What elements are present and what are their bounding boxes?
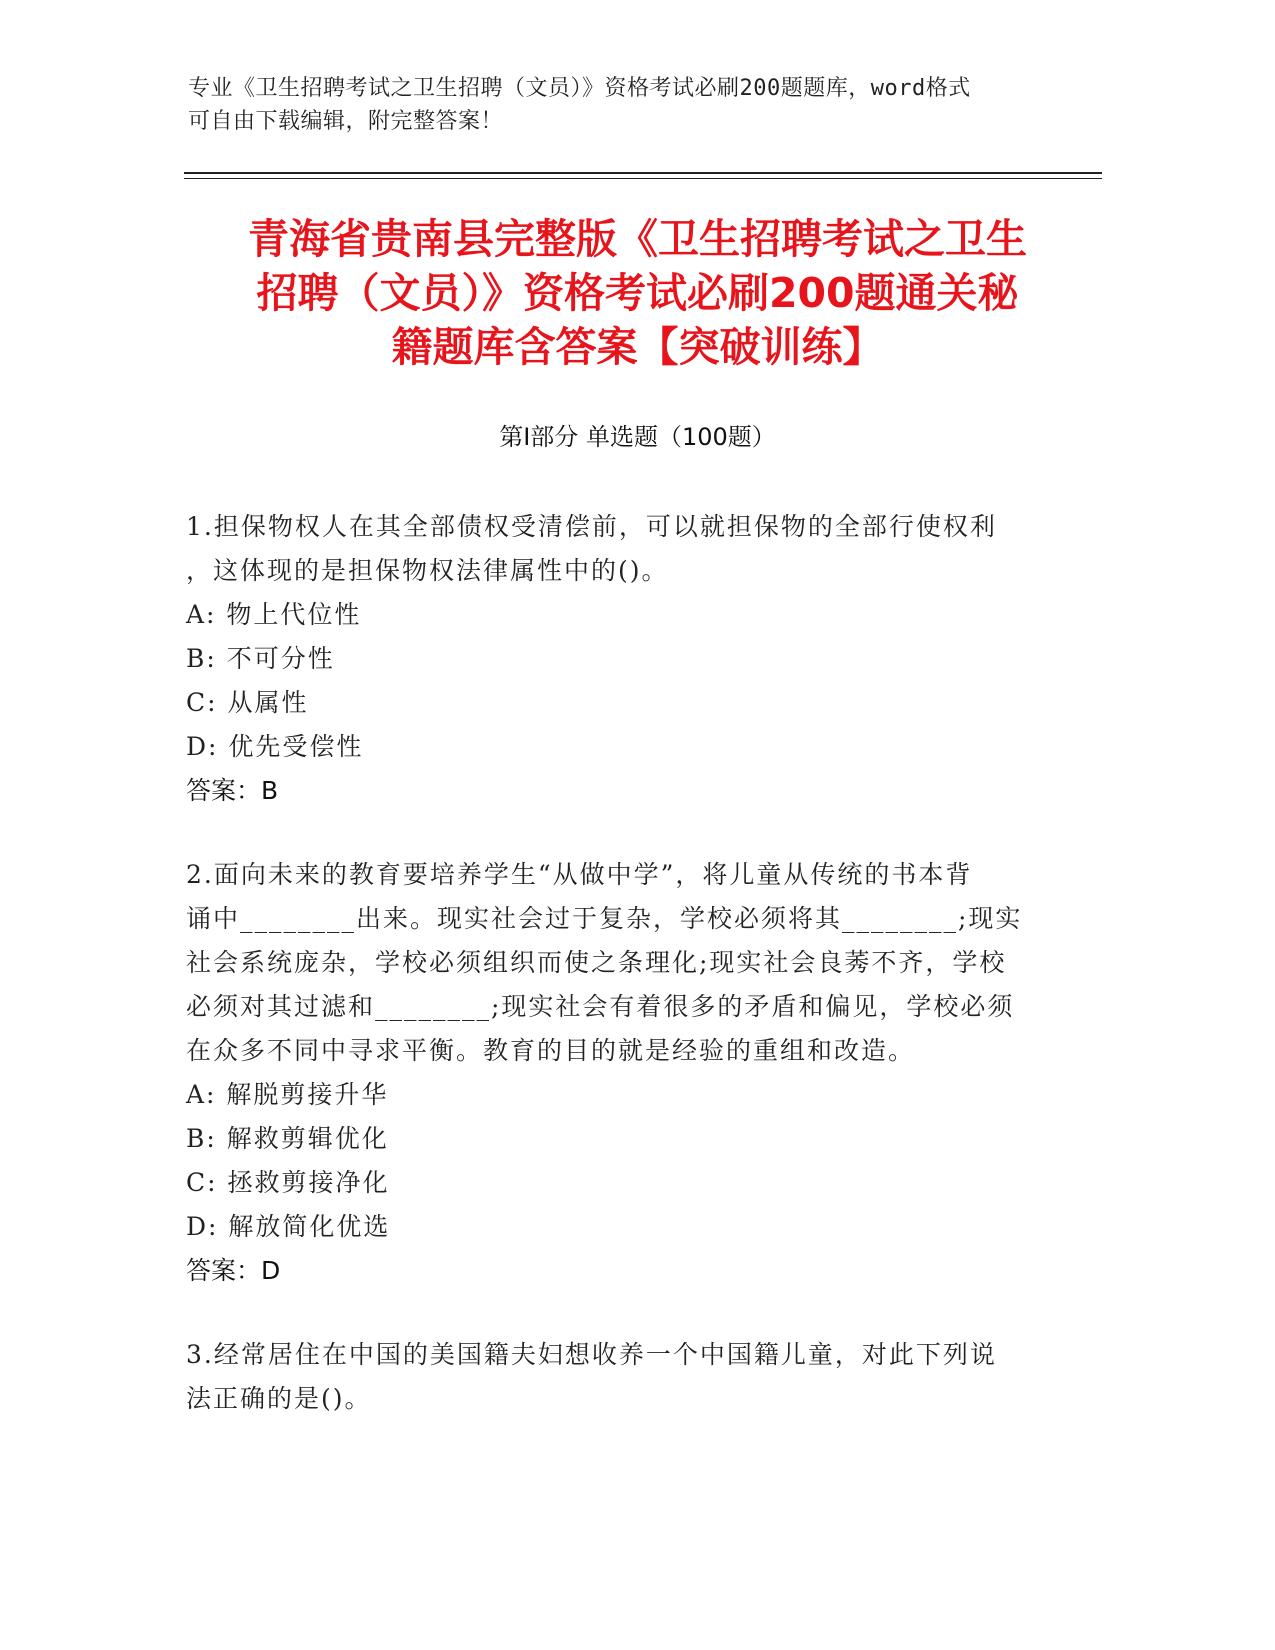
question-stem-line: 必须对其过滤和________;现实社会有着很多的矛盾和偏见，学校必须: [186, 992, 1015, 1021]
title-line: 招聘（文员）》资格考试必刷200题通关秘: [256, 269, 1019, 317]
header-divider-thin: [184, 178, 1102, 179]
question-3: [186, 1333, 1046, 1421]
header-note-line: 可自由下载编辑，附完整答案！: [188, 109, 504, 134]
option-b: B: 不可分性: [186, 644, 335, 673]
option-d: D: 优先受偿性: [186, 732, 364, 761]
question-stem-line: 在众多不同中寻求平衡。教育的目的就是经验的重组和改造。: [186, 1036, 916, 1065]
header-note-line: 专业《卫生招聘考试之卫生招聘（文员）》资格考试必刷200题题库，word格式: [188, 76, 971, 101]
question-stem-line: 2.面向未来的教育要培养学生“从做中学”，将儿童从传统的书本背: [186, 860, 973, 889]
question-stem-line: 3.经常居住在中国的美国籍夫妇想收养一个中国籍儿童，对此下列说: [186, 1340, 997, 1369]
section-heading: 第Ⅰ部分 单选题（100题）: [499, 423, 776, 451]
option-a: A: 解脱剪接升华: [186, 1080, 389, 1109]
question-stem-line: ，这体现的是担保物权法律属性中的()。: [186, 556, 669, 585]
option-d: D: 解放简化优选: [186, 1212, 391, 1241]
question-stem-line: 社会系统庞杂，学校必须组织而使之条理化;现实社会良莠不齐，学校: [186, 948, 1007, 977]
option-a: A: 物上代位性: [186, 600, 362, 629]
question-stem-line: 诵中________出来。现实社会过于复杂，学校必须将其________;现实: [186, 904, 1023, 933]
question-stem-line: 法正确的是()。: [186, 1384, 372, 1413]
header-note: [188, 72, 1088, 138]
question-2: [186, 853, 1046, 1293]
title-line: 籍题库含答案【突破训练】: [391, 323, 884, 371]
option-b: B: 解救剪辑优化: [186, 1124, 389, 1153]
document-title: [150, 212, 1125, 374]
answer-label: 答案：D: [186, 1256, 281, 1285]
question-list: [186, 505, 1046, 1461]
question-1: [186, 505, 1046, 813]
option-c: C: 拯救剪接净化: [186, 1168, 390, 1197]
header-divider: [184, 172, 1102, 174]
option-c: C: 从属性: [186, 688, 309, 717]
title-line: 青海省贵南县完整版《卫生招聘考试之卫生: [248, 215, 1027, 263]
question-stem-line: 1.担保物权人在其全部债权受清偿前，可以就担保物的全部行使权利: [186, 512, 997, 541]
answer-label: 答案：B: [186, 776, 279, 805]
